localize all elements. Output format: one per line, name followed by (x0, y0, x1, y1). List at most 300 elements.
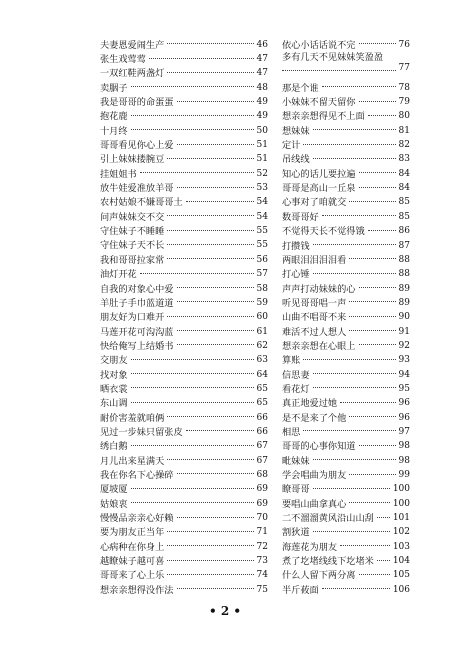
toc-entry-title: 我和哥哥拉家常 (100, 254, 165, 266)
toc-entry-page: 89 (398, 297, 410, 308)
toc-entry-page: 98 (398, 455, 410, 466)
toc-entry-page: 73 (256, 556, 268, 567)
toc-entry-title: 信思妻 (282, 369, 310, 381)
toc-entry (100, 253, 268, 267)
dot-leader (313, 387, 396, 388)
toc-entry (100, 382, 268, 396)
dot-leader (377, 517, 390, 518)
toc-entry-page: 58 (256, 283, 268, 294)
toc-entry (100, 468, 268, 482)
toc-entry-page: 91 (398, 326, 410, 337)
dot-leader (131, 502, 254, 503)
toc-entry (282, 497, 410, 511)
toc-entry (282, 95, 410, 109)
toc-entry (282, 339, 410, 353)
dot-leader (186, 430, 254, 431)
toc-entry-title: 见过一步妹只留张皮 (100, 426, 183, 438)
toc-entry (100, 554, 268, 568)
dot-leader (322, 86, 396, 87)
toc-entry-title: 心病种在你身上 (100, 541, 165, 553)
dot-leader (167, 459, 253, 460)
toc-entry (100, 196, 268, 210)
toc-entry (100, 181, 268, 195)
dot-leader (177, 301, 254, 302)
toc-entry-title: 守住妹子不睡睡 (100, 226, 165, 238)
toc-entry-title: 问声妹妹交不交 (100, 211, 165, 223)
dot-leader (313, 488, 390, 489)
toc-entry-title: 夫妻恩爱闹生产 (100, 39, 165, 51)
dot-leader (177, 144, 254, 145)
toc-entry-page: 57 (256, 269, 268, 280)
toc-entry-page: 62 (256, 340, 268, 351)
dot-leader (131, 445, 254, 446)
toc-entry-title: 一双红鞋两盏灯 (100, 68, 165, 80)
dot-leader (131, 373, 254, 374)
toc-entry-title: 慢慢品亲亲心好赖 (100, 513, 174, 525)
toc-entry-title: 放牛娃爱准放羊哥 (100, 183, 174, 195)
toc-entry (100, 483, 268, 497)
dot-leader (322, 588, 390, 589)
toc-entry-page: 102 (392, 527, 410, 538)
toc-entry (100, 354, 268, 368)
dot-leader (140, 273, 254, 274)
toc-entry-title: 瞭哥哥 (282, 484, 310, 496)
toc-entry-page: 53 (256, 183, 268, 194)
toc-entry-title: 心事对了咱就交 (282, 197, 347, 209)
toc-entry-page: 88 (398, 254, 410, 265)
toc-entry-page: 100 (392, 484, 410, 495)
dot-leader (349, 301, 395, 302)
toc-entry-title: 山曲不唱哥不来 (282, 312, 347, 324)
toc-entry-title: 相思 (282, 426, 301, 438)
dot-leader (359, 101, 396, 102)
toc-entry (100, 397, 268, 411)
dot-leader (167, 416, 253, 417)
toc-entry-page: 54 (256, 197, 268, 208)
dot-leader (177, 588, 254, 589)
toc-entry (100, 569, 268, 583)
toc-entry-title: 什么人留下两分离 (282, 570, 356, 582)
toc-entry (100, 224, 268, 238)
dot-leader (167, 244, 253, 245)
toc-entry (282, 483, 410, 497)
toc-entry-title: 要唱山曲拿真心 (282, 498, 347, 510)
toc-entry-title: 东山调 (100, 398, 128, 410)
toc-entry (100, 526, 268, 540)
toc-entry-title: 农村姑娘不嫌哥哥土 (100, 197, 183, 209)
toc-entry (282, 325, 410, 339)
dot-leader (177, 330, 254, 331)
toc-entry-title: 真正地爱过她 (282, 398, 338, 410)
toc-entry-title: 想亲亲想在心眼上 (282, 340, 356, 352)
toc-entry-page: 105 (392, 570, 410, 581)
toc-entry (282, 440, 410, 454)
toc-entry-page: 87 (398, 240, 410, 251)
toc-entry (282, 239, 410, 253)
toc-entry-page: 54 (256, 211, 268, 222)
toc-entry-page: 63 (256, 355, 268, 366)
dot-leader (167, 158, 253, 159)
toc-entry-page: 85 (398, 211, 410, 222)
toc-entry (100, 425, 268, 439)
dot-leader (313, 459, 396, 460)
toc-entry (282, 368, 410, 382)
toc-entry-title: 听见哥哥唱一声 (282, 297, 347, 309)
toc-entry (282, 569, 410, 583)
toc-entry (282, 411, 410, 425)
toc-entry-page: 106 (392, 584, 410, 595)
toc-entry-title: 月儿出来星满天 (100, 455, 165, 467)
toc-entry-page: 68 (256, 469, 268, 480)
dot-leader (167, 560, 253, 561)
toc-entry (100, 167, 268, 181)
toc-entry-title: 想亲亲想得没作法 (100, 584, 174, 596)
toc-right-column (282, 38, 410, 598)
toc-entry-page: 50 (256, 125, 268, 136)
toc-entry-title: 羊肚子手巾蓝道道 (100, 297, 174, 309)
dot-leader (349, 258, 395, 259)
toc-entry-title: 越瞭妹子越可喜 (100, 556, 165, 568)
toc-entry (282, 153, 410, 167)
toc-entry (282, 224, 410, 238)
dot-leader (313, 531, 390, 532)
toc-entry-page: 66 (256, 412, 268, 423)
toc-entry-page: 55 (256, 240, 268, 251)
toc-entry-title: 海莲花为朋友 (282, 541, 338, 553)
dot-leader (177, 287, 254, 288)
dot-leader (368, 115, 396, 116)
toc-entry (282, 138, 410, 152)
dot-leader (313, 129, 396, 130)
toc-entry-page: 49 (256, 97, 268, 108)
toc-entry-title: 想妹妹 (282, 125, 310, 137)
dot-leader (177, 473, 254, 474)
toc-entry-title: 定计 (282, 140, 301, 152)
toc-entry-title: 知心的话儿要拉遍 (282, 168, 356, 180)
toc-entry (100, 138, 268, 152)
dot-leader (167, 72, 253, 73)
dot-leader (359, 187, 396, 188)
dot-leader (349, 502, 390, 503)
dot-leader (131, 488, 254, 489)
toc-entry-page: 60 (256, 312, 268, 323)
dot-leader (177, 344, 254, 345)
toc-entry-title: 绣白鹅 (100, 441, 128, 453)
toc-entry (282, 253, 410, 267)
toc-entry (100, 95, 268, 109)
toc-entry (100, 497, 268, 511)
toc-entry (282, 468, 410, 482)
toc-entry-page: 61 (256, 326, 268, 337)
toc-entry-page: 82 (398, 140, 410, 151)
toc-entry (100, 325, 268, 339)
dot-leader (313, 244, 396, 245)
page-number: • 2 • (208, 604, 242, 618)
toc-entry-page: 69 (256, 498, 268, 509)
toc-entry-title: 打攒钱 (282, 240, 310, 252)
dot-leader (349, 474, 395, 475)
toc-entry-title: 算账 (282, 355, 301, 367)
dot-leader (177, 187, 254, 188)
toc-entry-title: 数哥哥好 (282, 211, 319, 223)
toc-entry-title: 我在你名下心操碎 (100, 469, 174, 481)
toc-entry (100, 210, 268, 224)
dot-leader (322, 215, 396, 216)
toc-entry (100, 296, 268, 310)
toc-entry-page: 70 (256, 513, 268, 524)
toc-entry-page: 65 (256, 398, 268, 409)
toc-entry-title: 声声打动妹妹的心 (282, 283, 356, 295)
dot-leader (359, 445, 396, 446)
toc-entry-page: 96 (398, 398, 410, 409)
toc-entry-page: 96 (398, 412, 410, 423)
toc-entry-title: 我是哥哥的命蛋蛋 (100, 97, 174, 109)
dot-leader (349, 416, 395, 417)
toc-entry-page: 76 (398, 39, 410, 50)
dot-leader (368, 230, 396, 231)
toc-entry-title: 要为朋友正当年 (100, 527, 165, 539)
dot-leader (167, 215, 253, 216)
toc-entry-page: 99 (398, 470, 410, 480)
toc-entry (282, 526, 410, 540)
toc-entry-page: 72 (256, 541, 268, 552)
toc-entry (100, 239, 268, 253)
toc-entry-title: 哥哥是高山一丘泉 (282, 183, 356, 195)
toc-entry-page: 59 (256, 297, 268, 308)
toc-entry-page: 78 (398, 82, 410, 93)
toc-entry-title: 守住妹子天不长 (100, 240, 165, 252)
dot-leader (313, 273, 396, 274)
dot-leader (140, 172, 254, 173)
toc-entry (100, 268, 268, 282)
dot-leader (303, 430, 395, 431)
dot-leader (177, 517, 254, 518)
toc-entry-page: 89 (398, 283, 410, 294)
toc-entry (100, 153, 268, 167)
toc-entry (282, 454, 410, 468)
toc-entry-page: 49 (256, 111, 268, 122)
toc-entry-title: 毗妹妹 (282, 455, 310, 467)
toc-entry-page: 77 (398, 63, 410, 74)
dot-leader (167, 574, 253, 575)
dot-leader (131, 387, 254, 388)
dot-leader (340, 402, 395, 403)
dot-leader (167, 316, 253, 317)
dot-leader (303, 359, 395, 360)
toc-entry (100, 454, 268, 468)
toc-entry (282, 583, 410, 597)
toc-entry (282, 540, 410, 554)
toc-entry-page: 56 (256, 254, 268, 265)
toc-entry-page: 98 (398, 441, 410, 452)
dot-leader (359, 574, 390, 575)
toc-entry (100, 81, 268, 95)
toc-entry-title: 哥哥来了心上乐 (100, 570, 165, 582)
dot-leader (131, 129, 254, 130)
toc-entry (282, 124, 410, 138)
toc-entry-title: 引上妹妹搂腕豆 (100, 154, 165, 166)
toc-entry-title: 哥哥的心事你知道 (282, 441, 356, 453)
toc-entry-title: 依心小话话说不完 (282, 39, 356, 51)
toc-left-column (100, 38, 268, 598)
toc-entry-title: 割狄道 (282, 527, 310, 539)
toc-entry-title: 那是个谁 (282, 82, 319, 94)
toc-entry (282, 311, 410, 325)
toc-entry (100, 110, 268, 124)
dot-leader (359, 172, 396, 173)
toc-entry-title: 打心锤 (282, 269, 310, 281)
dot-leader (313, 158, 396, 159)
dot-leader (340, 545, 390, 546)
dot-leader (349, 330, 395, 331)
dot-leader (167, 531, 253, 532)
toc-entry (282, 110, 410, 124)
toc-entry-page: 90 (398, 312, 410, 323)
toc-entry (100, 368, 268, 382)
toc-entry (100, 38, 268, 52)
toc-entry-page: 100 (392, 498, 410, 509)
toc-entry-title: 晒衣裳 (100, 383, 128, 395)
toc-entry (100, 411, 268, 425)
dot-leader (303, 144, 395, 145)
toc-entry-title: 朋友好为口难开 (100, 312, 165, 324)
toc-entry (282, 52, 410, 81)
toc-entry-title: 不觉得天长不觉得饿 (282, 226, 365, 238)
dot-leader (359, 344, 396, 345)
toc-entry (282, 397, 410, 411)
toc-entry-page: 51 (256, 154, 268, 165)
toc-entry-title: 找对象 (100, 369, 128, 381)
toc-entry (282, 181, 410, 195)
toc-entry-title: 张生戏莺莺 (100, 54, 146, 66)
dot-leader (167, 43, 253, 44)
toc-entry (100, 511, 268, 525)
dot-leader (349, 201, 395, 202)
toc-entry-page: 79 (398, 97, 410, 108)
dot-leader (377, 560, 390, 561)
dot-leader (167, 545, 253, 546)
toc-entry-page: 48 (256, 82, 268, 93)
toc-entry-title: 二不溜溜黄风沿山山刮 (282, 513, 374, 525)
toc-entry (282, 382, 410, 396)
toc-entry-page: 46 (256, 39, 268, 50)
toc-entry-title: 耐价害羞就咱俩 (100, 412, 165, 424)
toc-entry (282, 81, 410, 95)
toc-entry-page: 103 (392, 541, 410, 552)
dot-leader (359, 43, 396, 44)
toc-entry-page: 47 (256, 68, 268, 79)
toc-entry-page: 71 (256, 527, 268, 538)
toc-entry (282, 196, 410, 210)
toc-entry-page: 84 (398, 168, 410, 179)
toc-entry (282, 354, 410, 368)
toc-entry-page: 55 (256, 226, 268, 237)
toc-entry-page: 67 (256, 455, 268, 466)
toc-entry-page: 86 (398, 226, 410, 237)
toc-entry-title: 油灯开花 (100, 269, 137, 281)
toc-entry (100, 282, 268, 296)
toc-entry (282, 38, 410, 52)
toc-entry-title: 煮了圪堵线线下圪堵米 (282, 556, 374, 568)
toc-entry-title: 是不是来了个他 (282, 412, 347, 424)
toc-entry-title: 吊线线 (282, 154, 310, 166)
toc-entry-title: 交朋友 (100, 355, 128, 367)
toc-entry-title: 想亲亲想得见不上面 (282, 111, 365, 123)
dot-leader (131, 115, 254, 116)
toc-entry (100, 339, 268, 353)
toc-entry-page: 64 (256, 369, 268, 380)
dot-leader (177, 101, 254, 102)
dot-leader (131, 359, 254, 360)
toc-entry-title: 十月终 (100, 125, 128, 137)
toc-entry-page: 94 (398, 369, 410, 380)
dot-leader (167, 230, 253, 231)
dot-leader (131, 402, 254, 403)
toc-entry-title: 抱花鹿 (100, 111, 128, 123)
toc-entry (282, 511, 410, 525)
toc-entry (282, 296, 410, 310)
toc-entry-page: 85 (398, 197, 410, 208)
toc-entry (282, 268, 410, 282)
dot-leader (282, 70, 396, 71)
toc-entry-title: 两眼泪泪泪泪看 (282, 254, 347, 266)
dot-leader (149, 58, 254, 59)
toc-entry (282, 554, 410, 568)
toc-entry-page: 47 (256, 54, 268, 65)
toc-entry-page: 104 (392, 556, 410, 567)
toc-entry-page: 101 (392, 513, 410, 524)
toc-entry-title: 姑娘衷 (100, 498, 128, 510)
toc-entry (100, 540, 268, 554)
toc-entry (100, 583, 268, 597)
toc-entry-page: 88 (398, 269, 410, 280)
dot-leader (359, 287, 396, 288)
toc-entry (282, 167, 410, 181)
toc-entry-title: 看花灯 (282, 383, 310, 395)
dot-leader (131, 86, 254, 87)
toc-entry-page: 92 (398, 340, 410, 351)
toc-entry-page: 52 (256, 168, 268, 179)
toc-entry-page: 66 (256, 426, 268, 437)
dot-leader (186, 201, 254, 202)
dot-leader (167, 258, 253, 259)
toc-entry (100, 311, 268, 325)
toc-entry (100, 124, 268, 138)
toc-entry-page: 93 (398, 355, 410, 366)
dot-leader (349, 316, 395, 317)
toc-entry-page: 67 (256, 441, 268, 452)
toc-entry-page: 84 (398, 183, 410, 194)
toc-entry-page: 81 (398, 125, 410, 136)
toc-entry-title: 半斤莜面 (282, 584, 319, 596)
toc-entry (282, 210, 410, 224)
toc-entry-title: 挂姐姐书 (100, 168, 137, 180)
toc-entry-page: 65 (256, 383, 268, 394)
toc-entry-title: 学会唱曲为朋友 (282, 470, 347, 481)
toc-entry-title: 自我的对象心中爱 (100, 283, 174, 295)
toc-entry-title: 快给俺写上结婚书 (100, 340, 174, 352)
toc-entry-page: 80 (398, 111, 410, 122)
toc-entry (100, 52, 268, 66)
toc-entry-title: 多有几天不见妹妹笑盈盈 (282, 52, 384, 64)
toc-entry-page: 83 (398, 154, 410, 165)
dot-leader (313, 373, 396, 374)
toc-entry-title: 难活不过人想人 (282, 326, 347, 338)
toc-entry-page: 51 (256, 140, 268, 151)
toc-entry-title: 马莲开花可沟沟蓝 (100, 326, 174, 338)
toc-entry-title: 卖胭子 (100, 82, 128, 94)
toc-entry (282, 282, 410, 296)
